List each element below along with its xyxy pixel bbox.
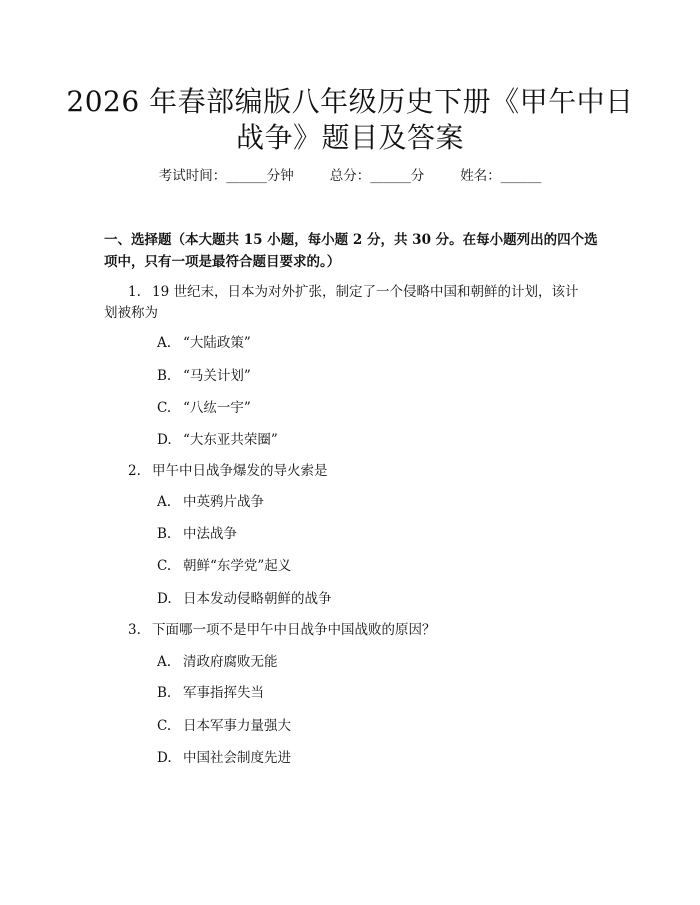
question-text: 下面哪一项不是甲午中日战争中国战败的原因？ <box>152 622 436 638</box>
question-number: 1. <box>128 284 141 300</box>
question-3-option-c <box>157 716 597 736</box>
question-1-option-d <box>157 430 597 450</box>
exam-name-field: 姓名：______ <box>460 168 542 184</box>
question-1-line-1 <box>104 282 624 302</box>
option-text: 日本发动侵略朝鲜的战争 <box>183 591 332 607</box>
question-1-option-b <box>157 366 597 386</box>
option-letter: B. <box>157 368 172 384</box>
question-3-option-a <box>157 652 597 672</box>
option-text: 朝鲜“东学党”起义 <box>183 558 292 574</box>
question-3-option-d <box>157 748 597 768</box>
page-title-line-2: 战争》题目及答案 <box>235 121 464 154</box>
option-text: 中英鸦片战争 <box>183 494 264 510</box>
page-title-line-1: 2026 年春部编版八年级历史下册《甲午中日 <box>66 85 634 118</box>
question-2-option-a <box>157 492 597 512</box>
exam-score-field: 总分：______分 <box>329 168 425 184</box>
exam-time-field: 考试时间：______分钟 <box>158 168 294 184</box>
option-text: 清政府腐败无能 <box>183 654 278 670</box>
option-letter: B. <box>157 685 172 701</box>
question-1-option-a <box>157 333 597 353</box>
section-heading-line-2: 项中，只有一项是最符合题目要求的。） <box>104 254 341 270</box>
option-text: 中法战争 <box>183 526 237 542</box>
option-text: “八纮一宇” <box>183 400 251 416</box>
option-letter: A. <box>157 654 172 670</box>
option-letter: C. <box>157 718 172 734</box>
question-2-option-d <box>157 589 597 609</box>
option-letter: A. <box>157 335 172 351</box>
question-3-line-1 <box>104 620 624 640</box>
question-2-line-1 <box>104 461 624 481</box>
option-letter: D. <box>157 750 172 766</box>
option-letter: D. <box>157 432 172 448</box>
question-2-option-b <box>157 524 597 544</box>
question-number: 2. <box>128 463 141 479</box>
option-text: 军事指挥失当 <box>183 685 264 701</box>
option-letter: B. <box>157 526 172 542</box>
option-text: 日本军事力量强大 <box>183 718 291 734</box>
question-2-option-c <box>157 556 597 576</box>
question-1-option-c <box>157 398 597 418</box>
option-text: 中国社会制度先进 <box>183 750 291 766</box>
option-text: “马关计划” <box>183 368 251 384</box>
question-3-option-b <box>157 683 597 703</box>
question-text: 甲午中日战争爆发的导火索是 <box>152 463 328 479</box>
question-1-line-2: 划被称为 <box>104 305 158 321</box>
section-heading-line-1: 一、选择题（本大题共 15 小题，每小题 2 分，共 30 分。在每小题列出的四个选 <box>104 232 598 248</box>
option-text: “大陆政策” <box>183 335 251 351</box>
exam-info <box>0 166 700 186</box>
question-text: 19 世纪末，日本为对外扩张，制定了一个侵略中国和朝鲜的计划，该计 <box>152 284 579 300</box>
option-letter: D. <box>157 591 172 607</box>
option-letter: C. <box>157 558 172 574</box>
question-number: 3. <box>128 622 141 638</box>
option-letter: A. <box>157 494 172 510</box>
option-text: “大东亚共荣圈” <box>183 432 278 448</box>
option-letter: C. <box>157 400 172 416</box>
